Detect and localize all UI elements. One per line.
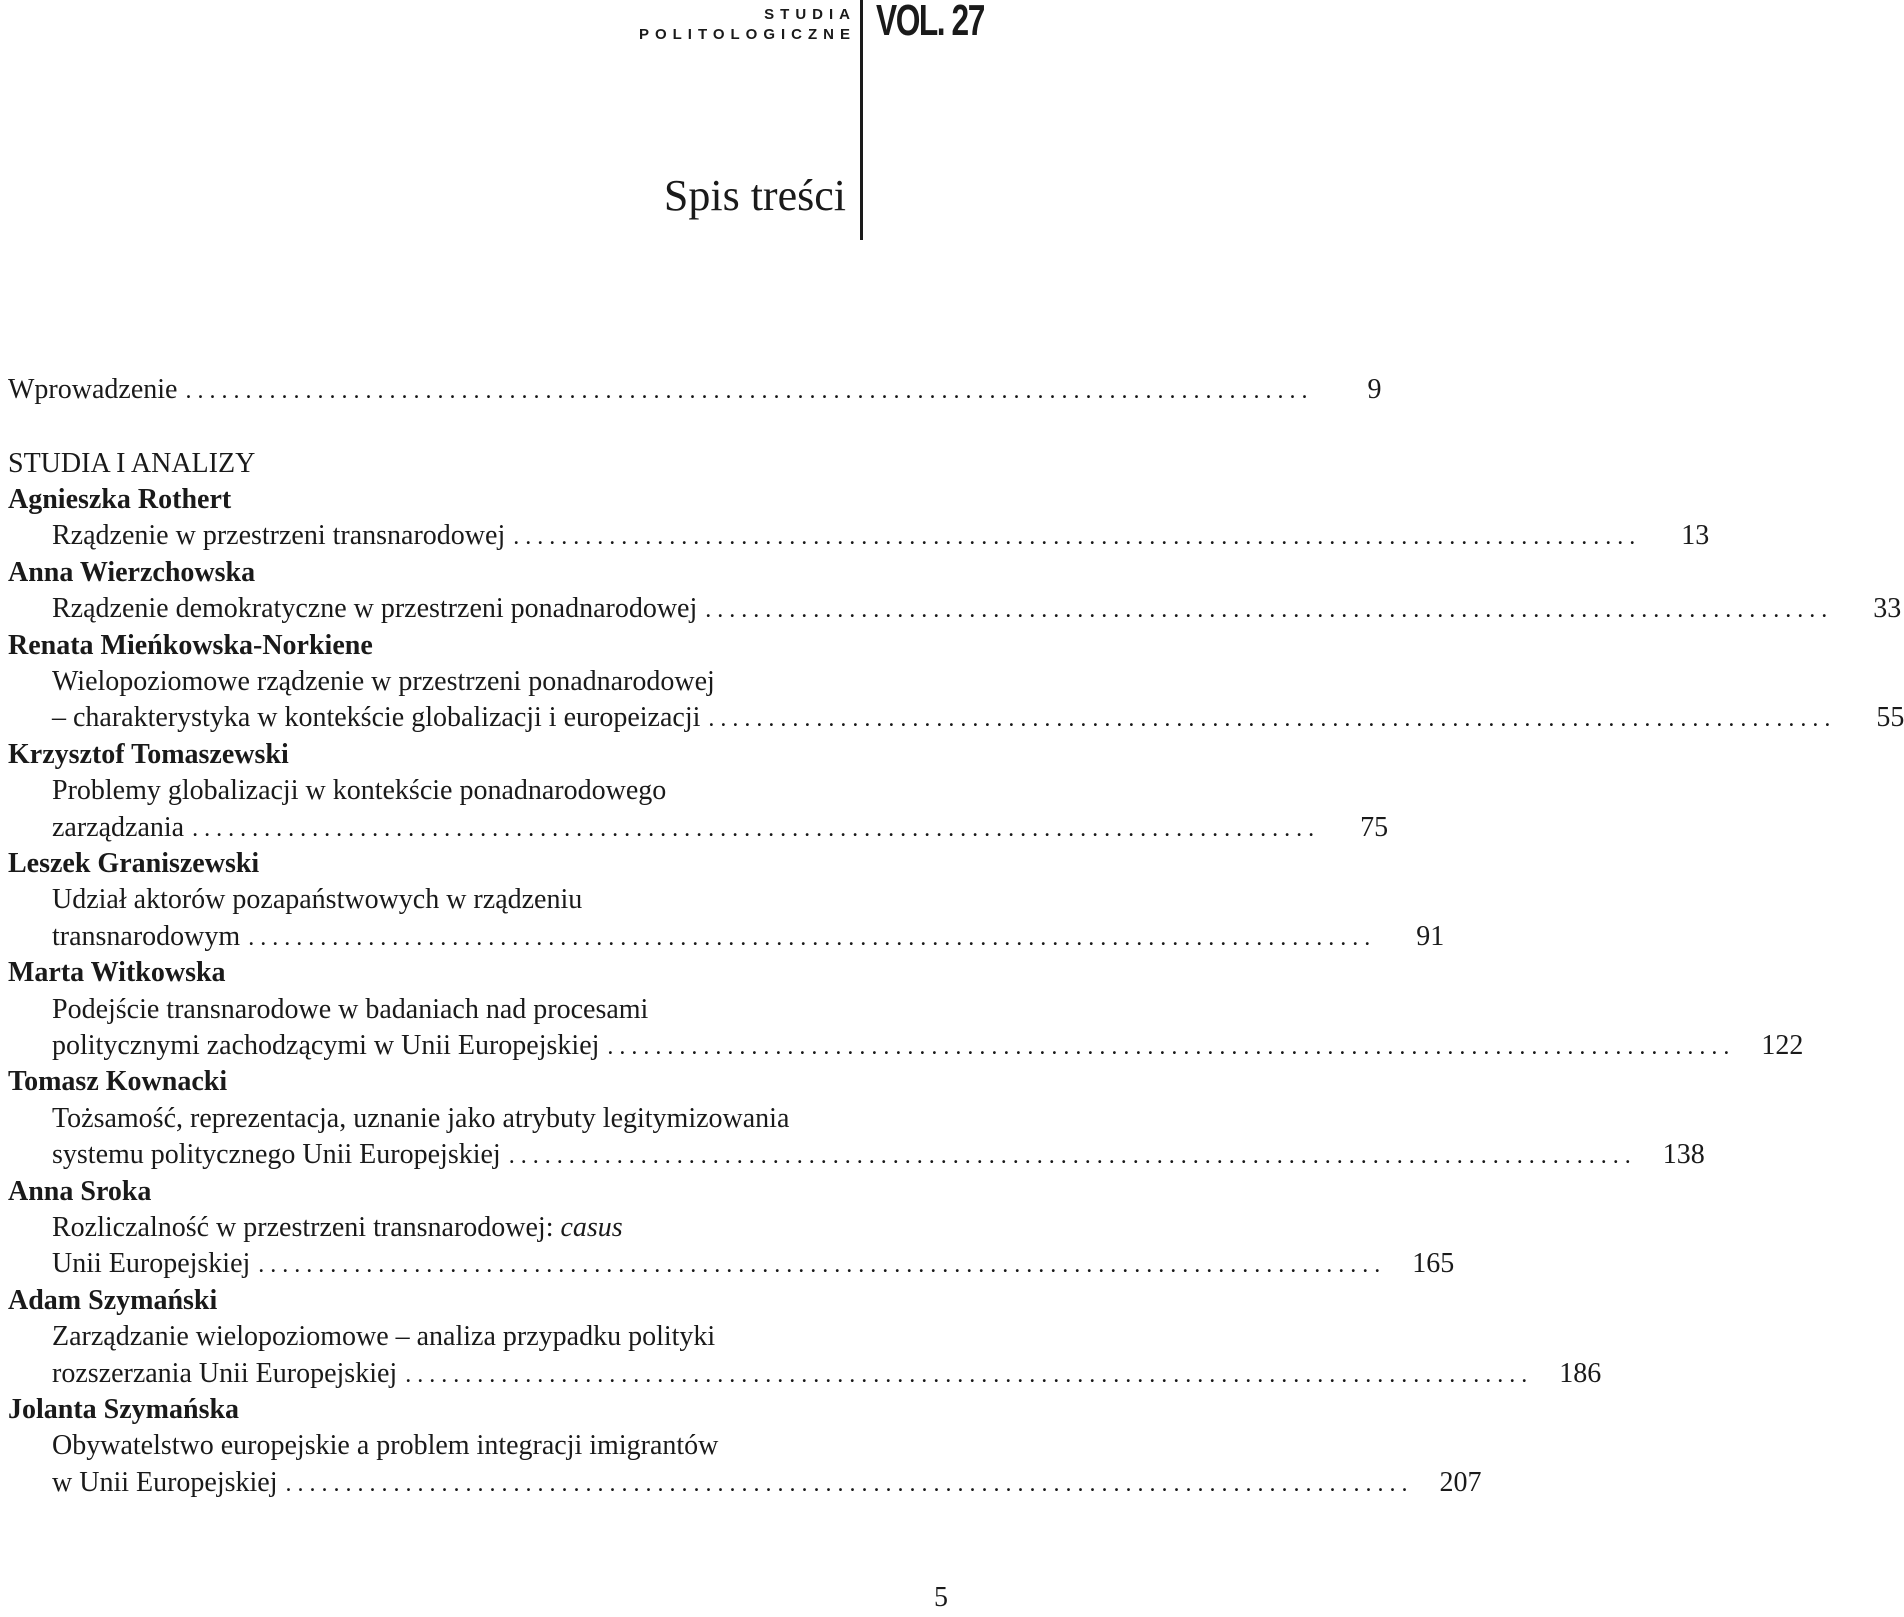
toc-entry[interactable] — [52, 700, 1904, 737]
header-divider — [860, 0, 863, 240]
toc-entry-title: – charakterystyka w kontekście globalizacji i europeizacji — [52, 702, 701, 734]
toc-entry-page: 186 — [1559, 1357, 1602, 1389]
toc-entry[interactable] — [52, 591, 1902, 628]
section-heading: STUDIA I ANALIZY — [8, 448, 256, 479]
toc-entry-title-line: Wielopoziomowe rządzenie w przestrzeni ponadnarodowej — [52, 666, 715, 697]
dot-leader — [509, 1138, 1631, 1174]
journal-name-line2: POLITOLOGICZNE — [638, 26, 856, 43]
toc-entry[interactable] — [52, 518, 1710, 555]
dot-leader — [185, 373, 1307, 409]
toc-entry-page: 55 — [1876, 702, 1904, 734]
toc-entry-title-line: Zarządzanie wielopoziomowe – analiza przypadku polityki — [52, 1321, 716, 1353]
toc-entry-title: Rządzenie w przestrzeni transnarodowej — [52, 520, 506, 552]
toc-entry-intro[interactable] — [8, 372, 1382, 409]
toc-entry[interactable] — [52, 1356, 1602, 1393]
journal-header — [0, 0, 984, 240]
toc-entry-page: 165 — [1412, 1248, 1455, 1280]
toc-entry-title-line: Rozliczalność w przestrzeni transnarodowej: casus — [52, 1212, 623, 1243]
toc-author: Agnieszka Rothert — [8, 484, 232, 515]
toc-entry-page: 33 — [1873, 593, 1902, 625]
toc-entry-page: 207 — [1439, 1466, 1482, 1498]
toc-entry-page: 9 — [1367, 374, 1382, 405]
toc-entry[interactable] — [52, 1028, 1804, 1065]
toc-entry-title: politycznymi zachodzącymi w Unii Europejskiej — [52, 1030, 600, 1061]
toc-entry-page: 13 — [1681, 520, 1710, 552]
toc-entry-title: zarządzania — [52, 811, 185, 843]
toc-author: Adam Szymański — [8, 1284, 218, 1316]
toc-author: Tomasz Kownacki — [8, 1066, 228, 1098]
dot-leader — [607, 1029, 1729, 1065]
toc-entry-title-line: Obywatelstwo europejskie a problem integracji imigrantów — [52, 1430, 719, 1462]
toc-entry-page: 122 — [1761, 1030, 1804, 1061]
dot-leader — [258, 1247, 1380, 1283]
toc-entry-title-line: Problemy globalizacji w kontekście ponadnarodowego — [52, 775, 667, 807]
toc-entry-page: 75 — [1360, 811, 1389, 843]
toc-entry-title: transnarodowym — [52, 920, 241, 952]
toc-author: Leszek Graniszewski — [8, 848, 260, 879]
toc-entry-title: Unii Europejskiej — [52, 1248, 251, 1280]
toc-entry-title-line: Tożsamość, reprezentacja, uznanie jako atrybuty legitymizowania — [52, 1102, 790, 1134]
toc-entry-title: Wprowadzenie — [8, 374, 178, 405]
toc-entry[interactable] — [52, 810, 1389, 847]
toc-entry[interactable] — [52, 1465, 1482, 1502]
toc-entry-title: Rządzenie demokratyczne w przestrzeni ponadnarodowej — [52, 593, 698, 625]
toc-entry-page: 91 — [1416, 920, 1445, 952]
dot-leader — [708, 701, 1830, 737]
dot-leader — [513, 519, 1635, 555]
toc-entry[interactable] — [52, 1246, 1455, 1283]
dot-leader — [248, 920, 1370, 956]
toc-author: Marta Witkowska — [8, 957, 226, 989]
toc-entry-title-line: Udział aktorów pozapaństwowych w rządzeniu — [52, 884, 583, 916]
toc-author: Anna Wierzchowska — [8, 556, 256, 588]
toc-author: Jolanta Szymańska — [8, 1394, 240, 1425]
volume-label: VOL. 27 — [876, 0, 984, 45]
toc-entry[interactable] — [52, 1137, 1705, 1174]
page-title: Spis treści — [663, 171, 846, 220]
dot-leader — [705, 592, 1827, 628]
toc-entry[interactable] — [52, 919, 1445, 956]
toc-entry-title-line: Podejście transnarodowe w badaniach nad procesami — [52, 993, 649, 1025]
dot-leader — [286, 1466, 1408, 1502]
toc-entry-title: rozszerzania Unii Europejskiej — [52, 1357, 398, 1389]
dot-leader — [405, 1357, 1527, 1393]
journal-name-line1: STUDIA — [764, 6, 856, 23]
toc-entry-page: 138 — [1662, 1139, 1705, 1171]
toc-entry-title: systemu politycznego Unii Europejskiej — [52, 1139, 501, 1171]
toc-author: Renata Mieńkowska-Norkiene — [8, 629, 373, 661]
toc-author: Krzysztof Tomaszewski — [8, 738, 289, 770]
toc-author: Anna Sroka — [8, 1175, 152, 1207]
toc-entry-title: w Unii Europejskiej — [52, 1466, 278, 1498]
dot-leader — [192, 811, 1314, 847]
page-number: 5 — [934, 1582, 948, 1613]
